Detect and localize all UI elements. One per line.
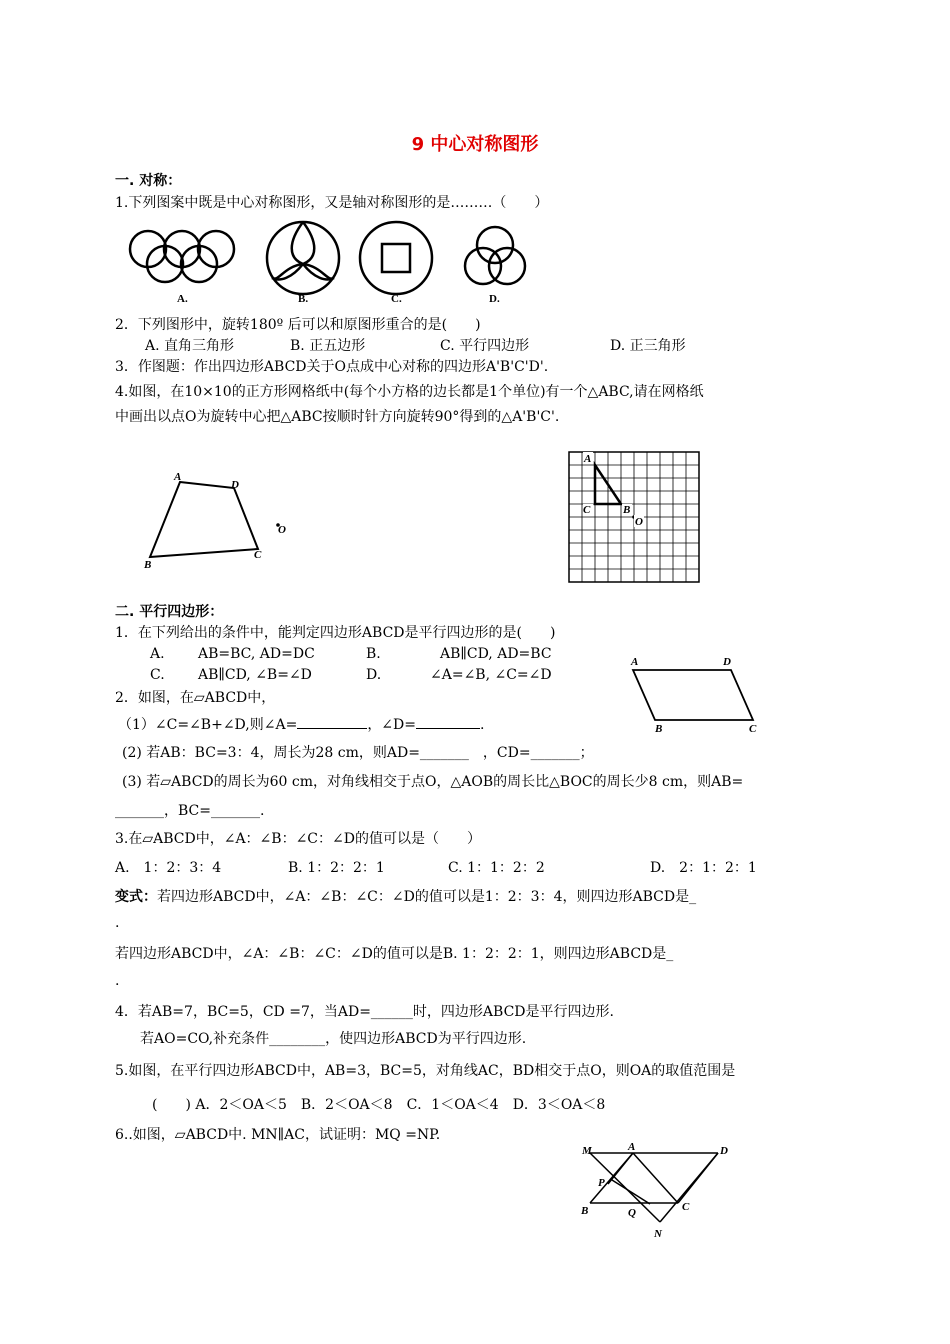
grid-label-a: A: [584, 453, 592, 465]
s2-q1-label-b: B.: [366, 646, 381, 662]
mn-parallelogram-figure: [578, 1140, 738, 1245]
mn-label-p: P: [598, 1177, 605, 1189]
s1-question-1: 1.下列图案中既是中心对称图形，又是轴对称图形的是………（ ）: [115, 195, 549, 211]
s2-q3-option-a: A. 1：2：3：4: [115, 860, 222, 876]
triquetra-icon: [477, 227, 513, 263]
s2-q1-label-d: D.: [366, 667, 382, 683]
para-label-b: B: [655, 723, 663, 735]
s2-question-5-line2: ( ) A．2＜OA＜5 B．2＜OA＜8 C．1＜OA＜4 D．3＜OA＜8: [152, 1097, 606, 1113]
s2-q1-label-a: A.: [150, 646, 165, 662]
mn-label-a: A: [628, 1141, 636, 1153]
q2-option-b: B. 正五边形: [290, 338, 366, 354]
variant-label: 变式：: [115, 889, 157, 905]
grid-label-o: O: [635, 516, 643, 528]
s2-q2-part3-line2: _______，BC=_______.: [115, 803, 265, 819]
q1-option-c: C.: [391, 293, 402, 305]
page-title: 9 中心对称图形: [411, 134, 539, 155]
mn-label-q: Q: [628, 1207, 636, 1219]
s2-q2-part3-line1: (3) 若▱ABCD的周长为60 cm，对角线相交于点O，△AOB的周长比△BOC的周长少8 cm，则AB=: [122, 774, 744, 790]
s2-question-1: 1．在下列给出的条件中，能判定四边形ABCD是平行四边形的是( ): [115, 625, 556, 641]
s2-q1-option-b: AB∥CD, AD=BC: [440, 646, 552, 662]
quad-label-c: C: [254, 549, 262, 561]
s2-q1-option-a: AB=BC, AD=DC: [198, 646, 315, 662]
quad-label-d: D: [231, 479, 239, 491]
grid-label-b: B: [623, 504, 631, 516]
circle-arcs-icon: [267, 222, 339, 294]
grid-figure: [563, 446, 708, 586]
s1-question-4-line1: 4.如图，在10×10的正方形网格纸中(每个小方格的边长都是1个单位)有一个△ABC,请在网格纸: [115, 384, 704, 400]
section2-heading: 二. 平行四边形：: [115, 604, 224, 620]
s2-question-5-line1: 5.如图，在平行四边形ABCD中，AB=3，BC=5，对角线AC，BD相交于点O，则OA的取值范围是: [115, 1063, 736, 1079]
para-label-d: D: [723, 656, 731, 668]
answer-blank[interactable]: [416, 728, 480, 729]
s1-question-2: 2．下列图形中，旋转180º 后可以和原图形重合的是( ): [115, 317, 481, 333]
mn-label-n: N: [654, 1228, 662, 1240]
variant-2-end: .: [115, 973, 120, 989]
quad-label-b: B: [144, 559, 152, 571]
quadrilateral-figure: [138, 468, 298, 573]
s2-q2-part1-b: ，∠D=: [367, 717, 416, 733]
answer-blank[interactable]: [297, 728, 367, 729]
s2-question-4-line2: 若AO=CO,补充条件________，使四边形ABCD为平行四边形.: [140, 1031, 527, 1047]
s2-q3-option-d: D. 2：1：2：1: [650, 860, 757, 876]
para-label-a: A: [631, 656, 639, 668]
mn-label-m: M: [582, 1145, 592, 1157]
s2-q1-option-c: AB∥CD, ∠B=∠D: [198, 667, 312, 683]
q1-option-b: B.: [298, 293, 309, 305]
s2-q1-option-d: ∠A=∠B, ∠C=∠D: [430, 667, 552, 683]
q1-option-a: A.: [177, 293, 188, 305]
q2-option-c: C. 平行四边形: [440, 338, 530, 354]
parallelogram-figure: [625, 650, 765, 740]
variant-1-end: .: [115, 915, 120, 931]
quad-label-a: A: [174, 471, 182, 483]
variant-1-text: 若四边形ABCD中，∠A：∠B：∠C：∠D的值可以是1：2：3：4，则四边形ABCD是_: [157, 889, 697, 905]
s2-q3-option-b: B. 1：2：2：1: [288, 860, 385, 876]
s2-q3-option-c: C. 1：1：2：2: [448, 860, 545, 876]
variant-1: [115, 888, 696, 906]
s1-question-3: 3．作图题：作出四边形ABCD关于O点成中心对称的四边形A'B'C'D'.: [115, 359, 549, 375]
mn-label-d: D: [720, 1145, 728, 1157]
s2-q2-part1: （1）∠C=∠B+∠D,则∠A= ，∠D= .: [118, 717, 485, 733]
mn-label-c: C: [682, 1201, 690, 1213]
s2-question-2: 2．如图，在▱ABCD中，: [115, 690, 276, 706]
q1-figures: [120, 212, 540, 312]
section1-heading: 一. 对称：: [115, 173, 182, 189]
q2-option-a: A. 直角三角形: [145, 338, 235, 354]
s1-question-4-line2: 中画出以点O为旋转中心把△ABC按顺时针方向旋转90°得到的△A'B'C'.: [115, 409, 560, 425]
s2-q2-part1-a: （1）∠C=∠B+∠D,则∠A=: [118, 717, 298, 733]
s2-question-4-line1: 4．若AB=7，BC=5，CD =7，当AD=______时，四边形ABCD是平行四边形.: [115, 1004, 614, 1020]
variant-2: 若四边形ABCD中，∠A：∠B：∠C：∠D的值可以是B. 1：2：2：1，则四边形ABCD是_: [115, 946, 674, 962]
q1-option-d: D.: [489, 293, 500, 305]
s2-question-6: 6..如图，▱ABCD中. MN∥AC，试证明：MQ =NP.: [115, 1127, 441, 1143]
mn-label-b: B: [581, 1205, 589, 1217]
quad-label-o: O: [278, 524, 286, 536]
grid-label-c: C: [583, 504, 591, 516]
s2-question-3: 3.在▱ABCD中，∠A：∠B：∠C：∠D的值可以是（ ）: [115, 831, 481, 847]
q2-option-d: D. 正三角形: [610, 338, 686, 354]
circle-square-icon: [360, 222, 432, 294]
para-label-c: C: [749, 723, 757, 735]
s2-q1-label-c: C.: [150, 667, 165, 683]
s2-q2-part2: (2) 若AB：BC=3：4，周长为28 cm，则AD=_______ ，CD=_______；: [122, 745, 594, 761]
